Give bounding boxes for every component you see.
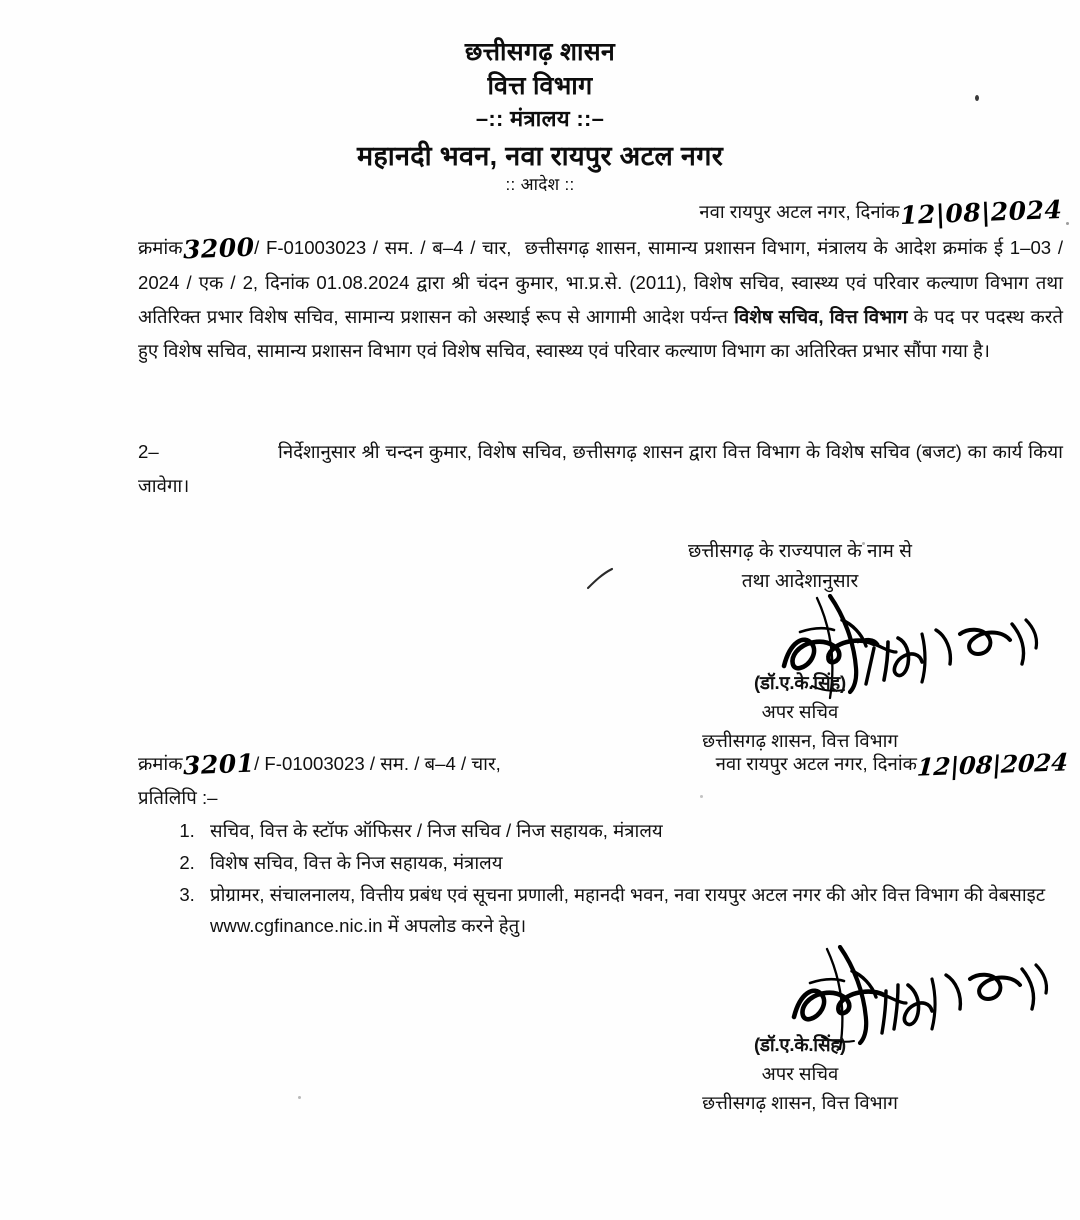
page-title-building: महानदी भवन, नवा रायपुर अटल नगर xyxy=(356,141,724,171)
copy-to-label: प्रतिलिपि :– xyxy=(138,787,218,808)
signatory-name-top: (डॉ.ए.के.सिंह) xyxy=(754,672,846,693)
krmank-number-handwritten-1: 3200 xyxy=(181,232,255,265)
krmank-line-2 xyxy=(138,750,501,779)
page-title-order-label: :: आदेश :: xyxy=(505,175,575,194)
place-date-2 xyxy=(715,747,1069,782)
signatory-office-bottom: छत्तीसगढ़ शासन, वित्त विभाग xyxy=(702,1092,898,1113)
paragraph-2-number: 2– xyxy=(138,441,159,462)
signatory-designation-bottom: अपर सचिव xyxy=(761,1063,839,1084)
by-order-of-governor xyxy=(600,537,1000,597)
signatory-office-top: छत्तीसगढ़ शासन, वित्त विभाग xyxy=(702,730,898,751)
by-order-line-2: तथा आदेशानुसार xyxy=(741,571,859,592)
signature-block-top xyxy=(590,668,1010,755)
scan-speck xyxy=(1066,222,1069,225)
paragraph-1-bold-phrase: विशेष सचिव, वित्त विभाग xyxy=(734,306,908,327)
file-reference-2: / F-01003023 / सम. / ब–4 / चार, xyxy=(254,753,501,774)
scan-speck xyxy=(862,542,865,545)
signatory-designation-top: अपर सचिव xyxy=(761,701,839,722)
paragraph-2-text: निर्देशानुसार श्री चन्दन कुमार, विशेष सचिव, छत्तीसगढ़ शासन द्वारा वित्त विभाग के विशेष सचिव (बजट) का कार्य किया जावेगा। xyxy=(138,441,1063,496)
scan-speck xyxy=(700,795,703,798)
krmank-number-handwritten-2: 3201 xyxy=(181,748,255,781)
paragraph-1-text: छत्तीसगढ़ शासन, सामान्य प्रशासन विभाग, मंत्रालय के आदेश क्रमांक ई 1–03 / 2024 / एक / 2, दिनांक 01.08.2024 द्वारा श्री चंदन कुमार, भा.प्र.से. (2011), विशेष सचिव, स्वास्थ्य एवं परिवार कल्याण विभाग तथा अतिरिक्त प्रभार विशेष सचिव, सामान्य प्रशासन को अस्थाई रूप से आगामी आदेश पर्यन्त xyxy=(138,237,1063,327)
paragraph-1-text-after: के पद पर पदस्थ करते हुए विशेष सचिव, सामान्य प्रशासन विभाग एवं विशेष सचिव, स्वास्थ्य एवं परिवार कल्याण विभाग का अतिरिक्त प्रभार सौंपा गया है। xyxy=(138,306,1063,361)
page-title-state: छत्तीसगढ़ शासन xyxy=(464,38,616,66)
scan-speck xyxy=(975,95,979,101)
list-item: 2. विशेष सचिव, वित्त के निज सहायक, मंत्रालय xyxy=(200,847,1080,878)
place-date-top xyxy=(699,194,1063,231)
signature-block-bottom xyxy=(590,1030,1010,1117)
krmank-label-1: क्रमांक xyxy=(138,237,183,258)
date-handwritten-2: 12|08|2024 xyxy=(915,747,1069,782)
page-title-department: वित्त विभाग xyxy=(487,72,593,100)
paragraph-2 xyxy=(138,435,1063,503)
place-label-2: नवा रायपुर अटल नगर, दिनांक xyxy=(715,753,917,774)
scan-speck xyxy=(298,1096,301,1099)
by-order-line-1: छत्तीसगढ़ के राज्यपाल के नाम से xyxy=(687,541,913,562)
signatory-name-bottom: (डॉ.ए.के.सिंह) xyxy=(754,1034,846,1055)
krmank-label-2: क्रमांक xyxy=(138,753,183,774)
file-reference-1: / F-01003023 / सम. / ब–4 / चार, xyxy=(254,237,512,258)
list-item: 1. सचिव, वित्त के स्टॉफ ऑफिसर / निज सचिव / निज सहायक, मंत्रालय xyxy=(200,815,1080,846)
list-item: 3. प्रोग्रामर, संचालनालय, वित्तीय प्रबंध एवं सूचना प्रणाली, महानदी भवन, नवा रायपुर अटल नगर की ओर वित्त विभाग की वेबसाइट www.cgfinance.nic.in में अपलोड करने हेतु। xyxy=(200,879,1080,941)
page-title-ministry: –:: मंत्रालय ::– xyxy=(475,106,605,131)
paragraph-1 xyxy=(138,231,1063,368)
copy-to-list xyxy=(138,815,1080,942)
date-handwritten-top: 12|08|2024 xyxy=(899,194,1063,231)
place-label-top: नवा रायपुर अटल नगर, दिनांक xyxy=(699,201,900,222)
